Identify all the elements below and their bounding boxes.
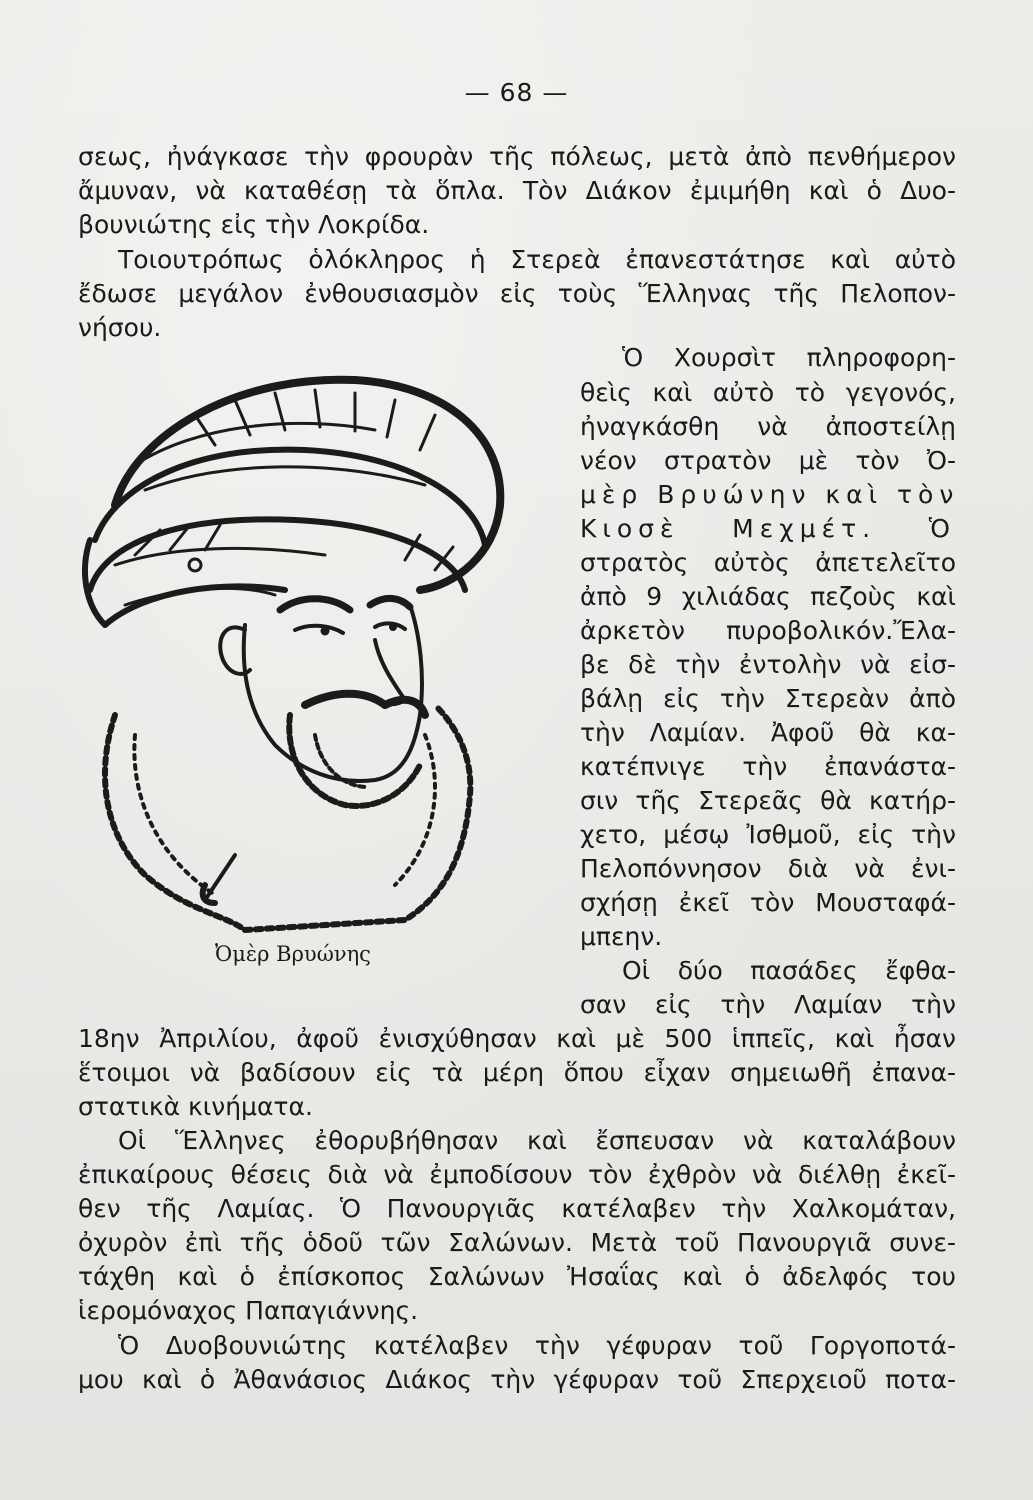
side-text-line: σχήσῃ ἐκεῖ τὸν Μουσταφά- [580, 888, 956, 917]
text-line: θεν τῆς Λαμίας. Ὁ Πανουργιᾶς κατέλαβεν τὴν Χαλκομάταν, [78, 1194, 956, 1223]
side-text-line: βε δὲ τὴν ἐντολὴν νὰ εἰσ- [580, 650, 956, 679]
side-text-line: Οἱ δύο πασάδες ἔφθα- [622, 956, 956, 985]
text-line: σεως, ἠνάγκασε τὴν φρουρὰν τῆς πόλεως, μετὰ ἀπὸ πενθήμερον [78, 142, 956, 171]
text-line: ἐπικαίρους θέσεις διὰ νὰ ἐμποδίσουν τὸν ἐχθρὸν νὰ διέλθῃ ἐκεῖ- [78, 1160, 956, 1189]
text-line: βουνιώτης εἰς τὴν Λοκρίδα. [78, 210, 430, 239]
side-text-line: σιν τῆς Στερεᾶς θὰ κατήρ- [580, 786, 956, 815]
side-text-line: τὴν Λαμίαν. Ἀφοῦ θὰ κα- [580, 718, 956, 747]
side-text-line: κατέπνιγε τὴν ἐπανάστα- [580, 752, 956, 781]
text-line: Τοιουτρόπως ὁλόκληρος ἡ Στερεὰ ἐπανεστάτησε καὶ αὐτὸ [118, 245, 956, 274]
side-text-line: Ὁ Χουρσὶτ πληροφορη- [622, 343, 956, 372]
side-text-line: Κιοσὲ Μεχμέτ. Ὁ [580, 514, 956, 543]
side-text-line: ἀρκετὸν πυροβολικόν.Ἔλα- [580, 616, 956, 645]
text-line: Ὁ Δυοβουνιώτης κατέλαβεν τὴν γέφυραν τοῦ Γοργοποτά- [118, 1331, 956, 1360]
text-line: μου καὶ ὁ Ἀθανάσιος Διάκος τὴν γέφυραν τοῦ Σπερχειοῦ ποτα- [78, 1365, 956, 1394]
side-text-line: στρατὸς αὐτὸς ἀπετελεῖτο [580, 548, 956, 577]
side-text-line: ἠναγκάσθη νὰ ἀποστείλῃ [580, 412, 956, 441]
text-line: στατικὰ κινήματα. [78, 1092, 313, 1121]
side-text-line: μὲρ Βρυώνην καὶ τὸν [580, 480, 960, 509]
text-line: ἱερομόναχος Παπαγιάννης. [78, 1296, 419, 1325]
text-line: τάχθη καὶ ὁ ἐπίσκοπος Σαλώνων Ἠσαΐας καὶ ὁ ἀδελφός του [78, 1262, 956, 1291]
side-text-line: νέον στρατὸν μὲ τὸν Ὀ- [580, 446, 956, 475]
side-text-line: θεὶς καὶ αὐτὸ τὸ γεγονός, [580, 378, 956, 407]
side-text-line: Πελοπόννησον διὰ νὰ ἐνι- [580, 854, 956, 883]
text-line: νήσου. [78, 313, 162, 342]
text-line: ἔδωσε μεγάλον ἐνθουσιασμὸν εἰς τοὺς Ἕλληνας τῆς Πελοπον- [78, 279, 956, 308]
side-text-line: μπεην. [580, 922, 663, 951]
portrait-omer-vryonis [75, 355, 525, 940]
side-text-line: ἀπὸ 9 χιλιάδας πεζοὺς καὶ [580, 582, 956, 611]
page-number: — 68 — [464, 78, 569, 107]
text-line: Οἱ Ἕλληνες ἐθορυβήθησαν καὶ ἔσπευσαν νὰ καταλάβουν [118, 1126, 956, 1155]
text-line: ὀχυρὸν ἐπὶ τῆς ὁδοῦ τῶν Σαλώνων. Μετὰ τοῦ Πανουργιᾶ συνε- [78, 1228, 956, 1257]
portrait-caption: Ὀμὲρ Βρυώνης [215, 942, 371, 966]
text-line: ἕτοιμοι νὰ βαδίσουν εἰς τὰ μέρη ὅπου εἶχαν σημειωθῆ ἐπανα- [78, 1058, 956, 1087]
text-line: ἄμυναν, νὰ καταθέσῃ τὰ ὅπλα. Τὸν Διάκον ἐμιμήθη καὶ ὁ Δυο- [78, 176, 956, 205]
side-text-line: σαν εἰς τὴν Λαμίαν τὴν [580, 990, 956, 1019]
side-text-line: χετο, μέσῳ Ἰσθμοῦ, εἰς τὴν [580, 820, 956, 849]
side-text-line: βάλῃ εἰς τὴν Στερεὰν ἀπὸ [580, 684, 956, 713]
text-line: 18ην Ἀπριλίου, ἀφοῦ ἐνισχύθησαν καὶ μὲ 500 ἱππεῖς, καὶ ἦσαν [78, 1024, 956, 1053]
